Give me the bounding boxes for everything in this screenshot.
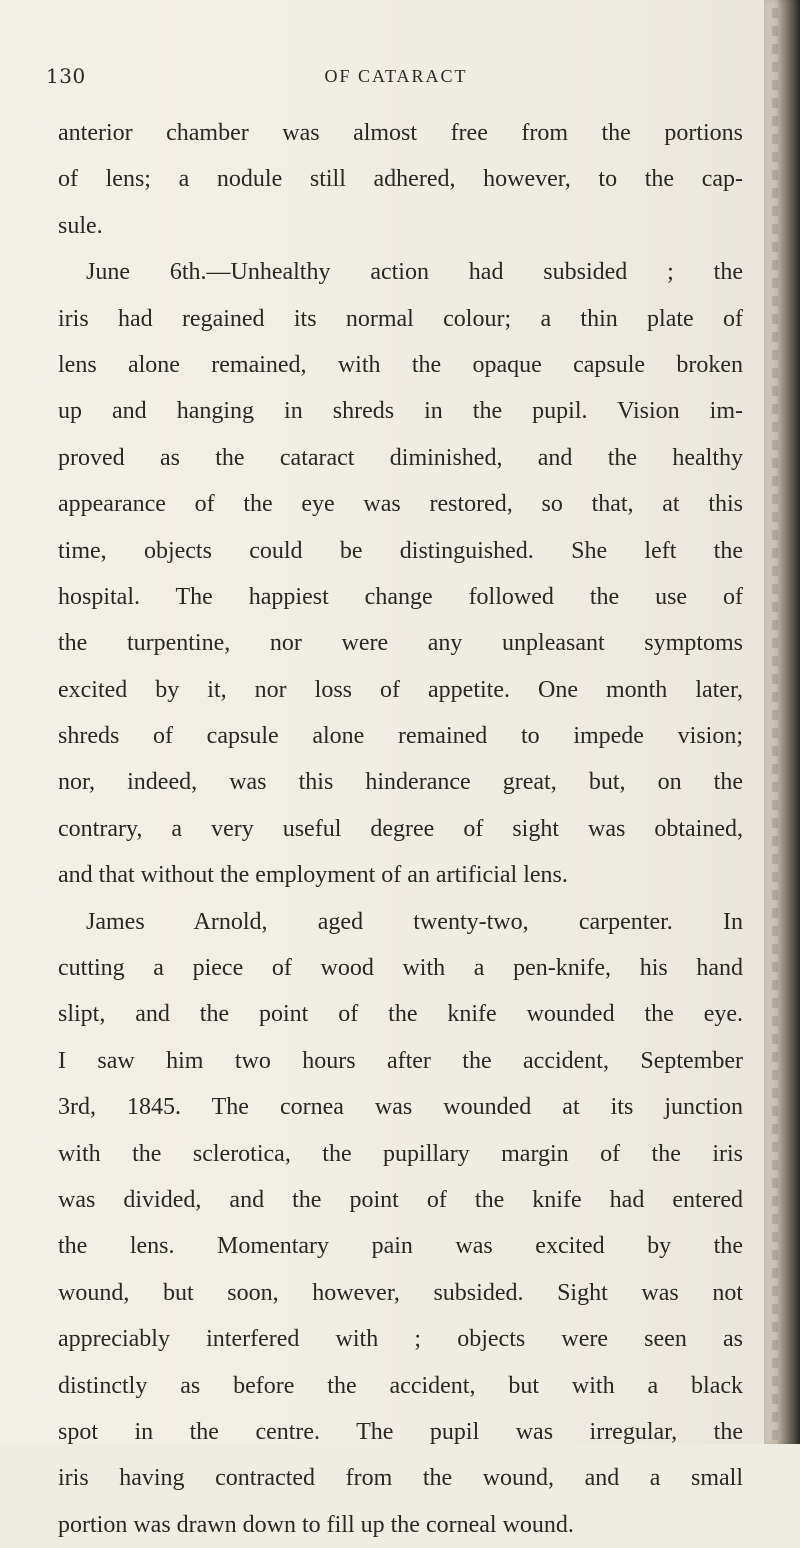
text-line: June 6th.—Unhealthy action had subsided ; the bbox=[86, 259, 743, 286]
text-line: time, objects could be distinguished. She left the bbox=[58, 537, 743, 564]
text-line: proved as the cataract diminished, and the healthy bbox=[58, 444, 743, 471]
text-line: portion was drawn down to fill up the corneal wound. bbox=[58, 1511, 574, 1538]
page-number: 130 bbox=[46, 64, 86, 88]
text-line: the turpentine, nor were any unpleasant symptoms bbox=[58, 630, 743, 657]
text-line: appreciably interfered with ; objects were seen as bbox=[58, 1326, 743, 1353]
text-line: and that without the employment of an artificial lens. bbox=[58, 862, 568, 889]
text-line: iris having contracted from the wound, and a small bbox=[58, 1465, 743, 1492]
text-line: sule. bbox=[58, 212, 103, 239]
text-line: with the sclerotica, the pupillary margin of the iris bbox=[58, 1140, 743, 1167]
text-line: hospital. The happiest change followed the use of bbox=[58, 583, 743, 610]
text-line: spot in the centre. The pupil was irregular, the bbox=[58, 1418, 743, 1445]
page-binding-edge bbox=[764, 0, 800, 1444]
text-line: James Arnold, aged twenty-two, carpenter. In bbox=[86, 908, 743, 935]
text-line: iris had regained its normal colour; a thin plate of bbox=[58, 305, 743, 332]
text-line: appearance of the eye was restored, so that, at this bbox=[58, 491, 743, 518]
text-line: I saw him two hours after the accident, September bbox=[58, 1047, 743, 1074]
text-line: 3rd, 1845. The cornea was wounded at its junction bbox=[58, 1094, 743, 1121]
text-line: was divided, and the point of the knife had entered bbox=[58, 1186, 743, 1213]
text-line: excited by it, nor loss of appetite. One month later, bbox=[58, 676, 743, 703]
text-line: slipt, and the point of the knife wounded the eye. bbox=[58, 1001, 743, 1028]
text-line: of lens; a nodule still adhered, however, to the cap- bbox=[58, 166, 743, 193]
running-head bbox=[46, 56, 746, 96]
header-title: OF CATARACT bbox=[324, 66, 468, 86]
text-line: wound, but soon, however, subsided. Sight was not bbox=[58, 1279, 743, 1306]
text-line: contrary, a very useful degree of sight was obtained, bbox=[58, 815, 743, 842]
body-text bbox=[58, 110, 743, 1548]
text-line: the lens. Momentary pain was excited by the bbox=[58, 1233, 743, 1260]
text-line: distinctly as before the accident, but with a black bbox=[58, 1372, 743, 1399]
text-line: cutting a piece of wood with a pen-knife, his hand bbox=[58, 955, 743, 982]
text-line: lens alone remained, with the opaque capsule broken bbox=[58, 351, 743, 378]
text-line: anterior chamber was almost free from the portions bbox=[58, 120, 743, 146]
text-line: nor, indeed, was this hinderance great, but, on the bbox=[58, 769, 743, 796]
text-line: up and hanging in shreds in the pupil. Vision im- bbox=[58, 398, 743, 425]
text-line: shreds of capsule alone remained to impede vision; bbox=[58, 723, 743, 750]
